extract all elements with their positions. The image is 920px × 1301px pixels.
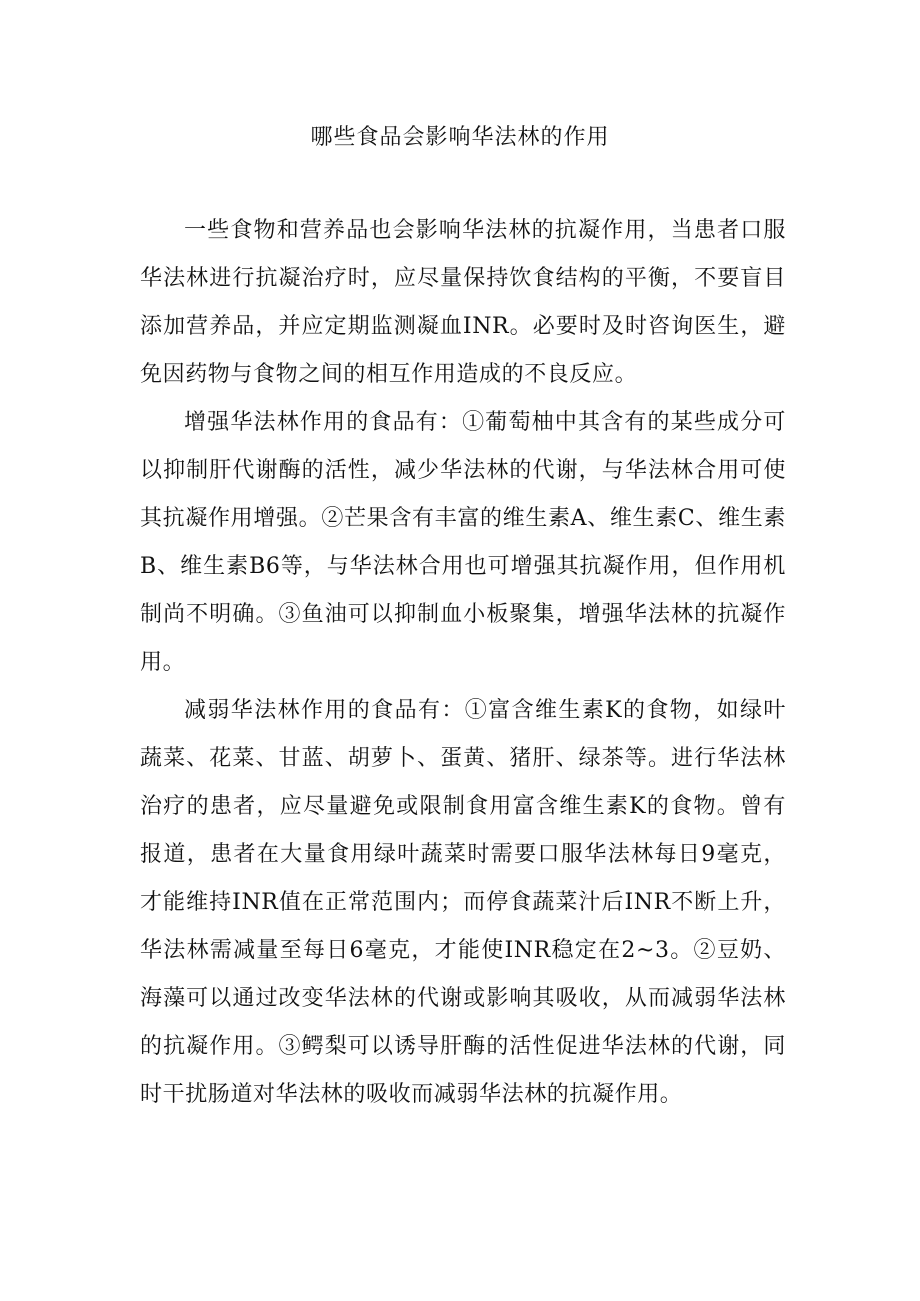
paragraph-intro: 一些食物和营养品也会影响华法林的抗凝作用，当患者口服华法林进行抗凝治疗时，应尽量保持饮食结构的平衡，不要盲目添加营养品，并应定期监测凝血INR。必要时及时咨询医生，避免因药物与食物之间的相互作用造成的不良反应。 [140, 218, 786, 387]
document-body [140, 207, 786, 1119]
paragraph-weakening-foods: 减弱华法林作用的食品有：①富含维生素K的食物，如绿叶蔬菜、花菜、甘蓝、胡萝卜、蛋黄、猪肝、绿茶等。进行华法林治疗的患者，应尽量避免或限制食用富含维生素K的食物。曾有报道，患者在大量食用绿叶蔬菜时需要口服华法林每日9毫克，才能维持INR值在正常范围内；而停食蔬菜汁后INR不断上升，华法林需减量至每日6毫克，才能使INR稳定在2~3。②豆奶、海藻可以通过改变华法林的代谢或影响其吸收，从而减弱华法林的抗凝作用。③鳄梨可以诱导肝酶的活性促进华法林的代谢，同时干扰肠道对华法林的吸收而减弱华法林的抗凝作用。 [140, 698, 786, 1107]
document-title: 哪些食品会影响华法林的作用 [310, 125, 610, 150]
paragraph-enhancing-foods: 增强华法林作用的食品有：①葡萄柚中其含有的某些成分可以抑制肝代谢酶的活性，减少华法林的代谢，与华法林合用可使其抗凝作用增强。②芒果含有丰富的维生素A、维生素C、维生素B、维生素B6等，与华法林合用也可增强其抗凝作用，但作用机制尚不明确。③鱼油可以抑制血小板聚集，增强华法林的抗凝作用。 [140, 410, 786, 675]
